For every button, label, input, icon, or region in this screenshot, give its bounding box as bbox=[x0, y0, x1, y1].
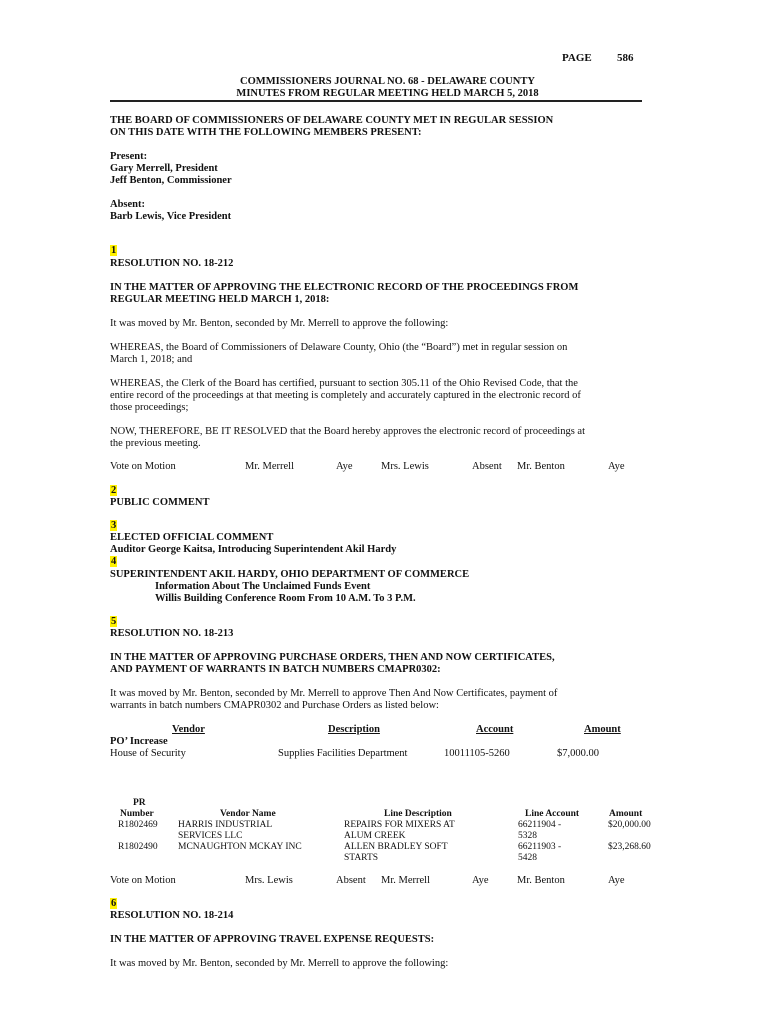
section-subtitle: Auditor George Kaitsa, Introducing Superintendent Akil Hardy bbox=[110, 544, 397, 555]
present-member: Jeff Benton, Commissioner bbox=[110, 175, 232, 186]
pr-header: Line Account bbox=[525, 809, 580, 819]
pr-header: Number bbox=[120, 809, 154, 819]
whereas-clause: those proceedings; bbox=[110, 402, 189, 413]
absent-member: Barb Lewis, Vice President bbox=[110, 211, 232, 222]
item-number-1: 1 bbox=[111, 245, 117, 256]
pr-header: PR bbox=[133, 798, 146, 808]
header-rule bbox=[110, 100, 642, 102]
pr-amount: $20,000.00 bbox=[608, 820, 651, 830]
whereas-clause: entire record of the proceedings at that meeting is completely and accurately captured in the electronic record of bbox=[110, 390, 581, 401]
po-account: 10011105-5260 bbox=[444, 748, 510, 759]
item-number-2: 2 bbox=[111, 485, 117, 496]
vote-value: Absent bbox=[336, 875, 366, 886]
page-number: 586 bbox=[617, 52, 634, 64]
absent-label: Absent: bbox=[110, 199, 146, 210]
event-info: Information About The Unclaimed Funds Event bbox=[155, 581, 371, 592]
vote-label: Vote on Motion bbox=[110, 875, 176, 886]
item-number-3: 3 bbox=[111, 520, 117, 531]
vote-value: Aye bbox=[336, 461, 353, 472]
vote-value: Aye bbox=[608, 461, 625, 472]
po-amount: $7,000.00 bbox=[557, 748, 599, 759]
pr-account: 5328 bbox=[518, 831, 537, 841]
resolution-title: AND PAYMENT OF WARRANTS IN BATCH NUMBERS CMAPR0302: bbox=[110, 664, 441, 675]
section-title: ELECTED OFFICIAL COMMENT bbox=[110, 532, 274, 543]
po-vendor: House of Security bbox=[110, 748, 186, 759]
vote-value: Aye bbox=[608, 875, 625, 886]
motion-text: It was moved by Mr. Benton, seconded by Mr. Merrell to approve the following: bbox=[110, 958, 449, 969]
resolved-clause: NOW, THEREFORE, BE IT RESOLVED that the Board hereby approves the electronic record of proceedings at bbox=[110, 426, 586, 437]
section-title: PUBLIC COMMENT bbox=[110, 497, 210, 508]
pr-vendor: SERVICES LLC bbox=[178, 831, 243, 841]
board-intro-line-2: ON THIS DATE WITH THE FOLLOWING MEMBERS PRESENT: bbox=[110, 127, 422, 138]
event-location: Willis Building Conference Room From 10 A.M. To 3 P.M. bbox=[155, 593, 416, 604]
voter-name: Mr. Merrell bbox=[245, 461, 294, 472]
whereas-clause: WHEREAS, the Board of Commissioners of Delaware County, Ohio (the “Board”) met in regular session on bbox=[110, 342, 568, 353]
motion-text: It was moved by Mr. Benton, seconded by Mr. Merrell to approve Then And Now Certificates, payment of bbox=[110, 688, 558, 699]
pr-header: Line Description bbox=[384, 809, 452, 819]
whereas-clause: WHEREAS, the Clerk of the Board has certified, pursuant to section 305.11 of the Ohio Revised Code, that the bbox=[110, 378, 578, 389]
resolution-title: IN THE MATTER OF APPROVING TRAVEL EXPENSE REQUESTS: bbox=[110, 934, 435, 945]
resolution-title: IN THE MATTER OF APPROVING PURCHASE ORDERS, THEN AND NOW CERTIFICATES, bbox=[110, 652, 555, 663]
pr-header: Vendor Name bbox=[220, 809, 276, 819]
pr-description: STARTS bbox=[344, 853, 379, 863]
item-number-4: 4 bbox=[111, 556, 117, 567]
pr-description: REPAIRS FOR MIXERS AT bbox=[344, 820, 455, 830]
po-header-vendor: Vendor bbox=[172, 724, 205, 735]
section-title: SUPERINTENDENT AKIL HARDY, OHIO DEPARTMENT OF COMMERCE bbox=[110, 569, 470, 580]
motion-text: warrants in batch numbers CMAPR0302 and Purchase Orders as listed below: bbox=[110, 700, 439, 711]
pr-account: 5428 bbox=[518, 853, 537, 863]
resolution-number: RESOLUTION NO. 18-212 bbox=[110, 258, 234, 269]
page-label: PAGE bbox=[562, 52, 592, 64]
po-header-account: Account bbox=[476, 724, 514, 735]
pr-description: ALUM CREEK bbox=[344, 831, 406, 841]
vote-value: Aye bbox=[472, 875, 489, 886]
item-number-6: 6 bbox=[111, 898, 117, 909]
item-number-5: 5 bbox=[111, 616, 117, 627]
resolution-title: IN THE MATTER OF APPROVING THE ELECTRONIC RECORD OF THE PROCEEDINGS FROM bbox=[110, 282, 579, 293]
motion-text: It was moved by Mr. Benton, seconded by Mr. Merrell to approve the following: bbox=[110, 318, 449, 329]
po-section-label: PO’ Increase bbox=[110, 736, 168, 747]
resolution-number: RESOLUTION NO. 18-213 bbox=[110, 628, 234, 639]
pr-account: 66211904 - bbox=[518, 820, 562, 830]
voter-name: Mr. Merrell bbox=[381, 875, 430, 886]
po-header-amount: Amount bbox=[584, 724, 621, 735]
voter-name: Mr. Benton bbox=[517, 875, 565, 886]
po-header-description: Description bbox=[328, 724, 380, 735]
voter-name: Mrs. Lewis bbox=[381, 461, 429, 472]
po-description: Supplies Facilities Department bbox=[278, 748, 408, 759]
present-label: Present: bbox=[110, 151, 148, 162]
pr-vendor: MCNAUGHTON MCKAY INC bbox=[178, 842, 302, 852]
voter-name: Mrs. Lewis bbox=[245, 875, 293, 886]
vote-value: Absent bbox=[472, 461, 502, 472]
board-intro-line-1: THE BOARD OF COMMISSIONERS OF DELAWARE COUNTY MET IN REGULAR SESSION bbox=[110, 115, 554, 126]
voter-name: Mr. Benton bbox=[517, 461, 565, 472]
pr-vendor: HARRIS INDUSTRIAL bbox=[178, 820, 273, 830]
present-member: Gary Merrell, President bbox=[110, 163, 218, 174]
pr-description: ALLEN BRADLEY SOFT bbox=[344, 842, 448, 852]
pr-header: Amount bbox=[609, 809, 643, 819]
pr-number: R1802469 bbox=[118, 820, 158, 830]
pr-number: R1802490 bbox=[118, 842, 158, 852]
resolved-clause: the previous meeting. bbox=[110, 438, 201, 449]
journal-title: COMMISSIONERS JOURNAL NO. 68 - DELAWARE COUNTY bbox=[240, 76, 535, 87]
resolution-number: RESOLUTION NO. 18-214 bbox=[110, 910, 234, 921]
vote-label: Vote on Motion bbox=[110, 461, 176, 472]
resolution-title: REGULAR MEETING HELD MARCH 1, 2018: bbox=[110, 294, 330, 305]
pr-amount: $23,268.60 bbox=[608, 842, 651, 852]
whereas-clause: March 1, 2018; and bbox=[110, 354, 193, 365]
pr-account: 66211903 - bbox=[518, 842, 562, 852]
minutes-title: MINUTES FROM REGULAR MEETING HELD MARCH 5, 2018 bbox=[236, 88, 539, 99]
